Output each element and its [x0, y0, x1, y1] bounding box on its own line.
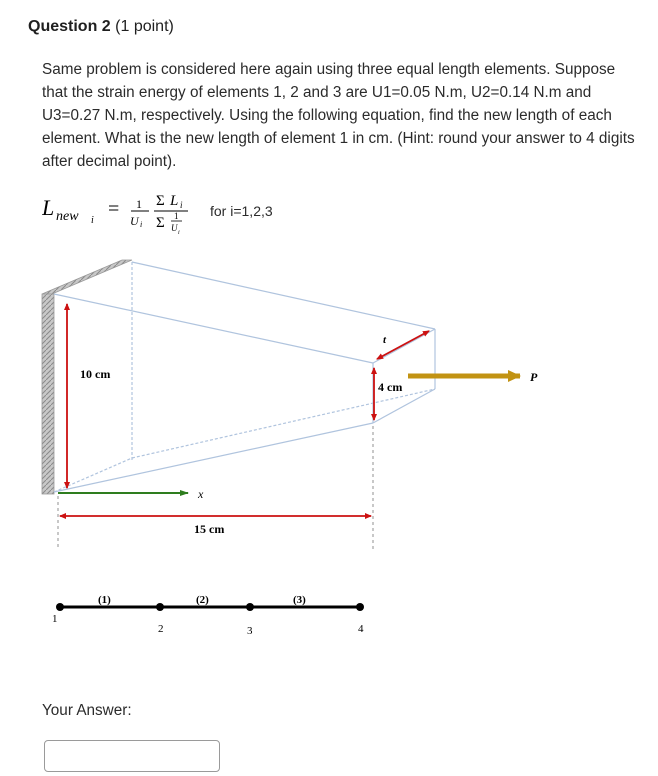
question-title: Question 2	[28, 18, 111, 35]
formula-L: L	[170, 193, 179, 209]
element-label-2: (2)	[196, 594, 209, 606]
thickness-label: t	[383, 334, 387, 346]
element-labels	[98, 594, 306, 606]
load-label: P	[530, 370, 538, 384]
node-labels	[52, 613, 364, 637]
formula-equals: =	[108, 198, 120, 220]
formula	[42, 188, 302, 238]
left-height-label: 10 cm	[80, 367, 111, 381]
formula-lhs-sub-i: i	[91, 215, 94, 226]
formula-sum-top: Σ	[156, 193, 165, 209]
answer-label: Your Answer:	[42, 702, 132, 719]
formula-sum-bottom: Σ	[156, 215, 165, 231]
formula-lhs-sub: new	[56, 209, 79, 224]
node-label-4: 4	[358, 623, 364, 635]
question-text: Same problem is considered here again using three equal length elements. Suppose that the strain energy of elements 1, 2 and 3 are U1=0.05 N.m, U2=0.14 N.m and U3=0.27 N.m, respectively. Using the following equation, find the new length of each element. What is the new length of element 1 in cm. (Hint: round your answer to 4 digits after decimal point).	[42, 61, 635, 170]
question-header	[28, 18, 174, 36]
x-axis-label: x	[198, 487, 204, 501]
node-label-2: 2	[158, 623, 164, 635]
formula-frac1-num: 1	[136, 197, 142, 211]
element-label-1: (1)	[98, 594, 111, 606]
formula-frac1-den: U	[130, 214, 139, 228]
element-label-3: (3)	[293, 594, 306, 606]
tapered-bar-figure	[36, 250, 576, 645]
length-label: 15 cm	[194, 522, 225, 536]
node-label-1: 1	[52, 613, 58, 625]
node-1	[56, 603, 64, 611]
formula-condition: for i=1,2,3	[210, 203, 273, 219]
node-4	[356, 603, 364, 611]
bar-outline	[54, 262, 435, 492]
formula-lhs: L	[42, 195, 55, 220]
formula-L-i: i	[180, 200, 183, 210]
formula-inner-num: 1	[174, 211, 179, 221]
formula-inner-den: U	[171, 223, 178, 233]
formula-frac1-den-i: i	[140, 220, 143, 229]
node-label-3: 3	[247, 625, 253, 637]
node-3	[246, 603, 254, 611]
question-points: (1 point)	[115, 18, 174, 35]
node-2	[156, 603, 164, 611]
formula-inner-den-i: i	[178, 230, 180, 236]
right-height-label: 4 cm	[378, 380, 403, 394]
answer-input[interactable]	[44, 740, 220, 772]
